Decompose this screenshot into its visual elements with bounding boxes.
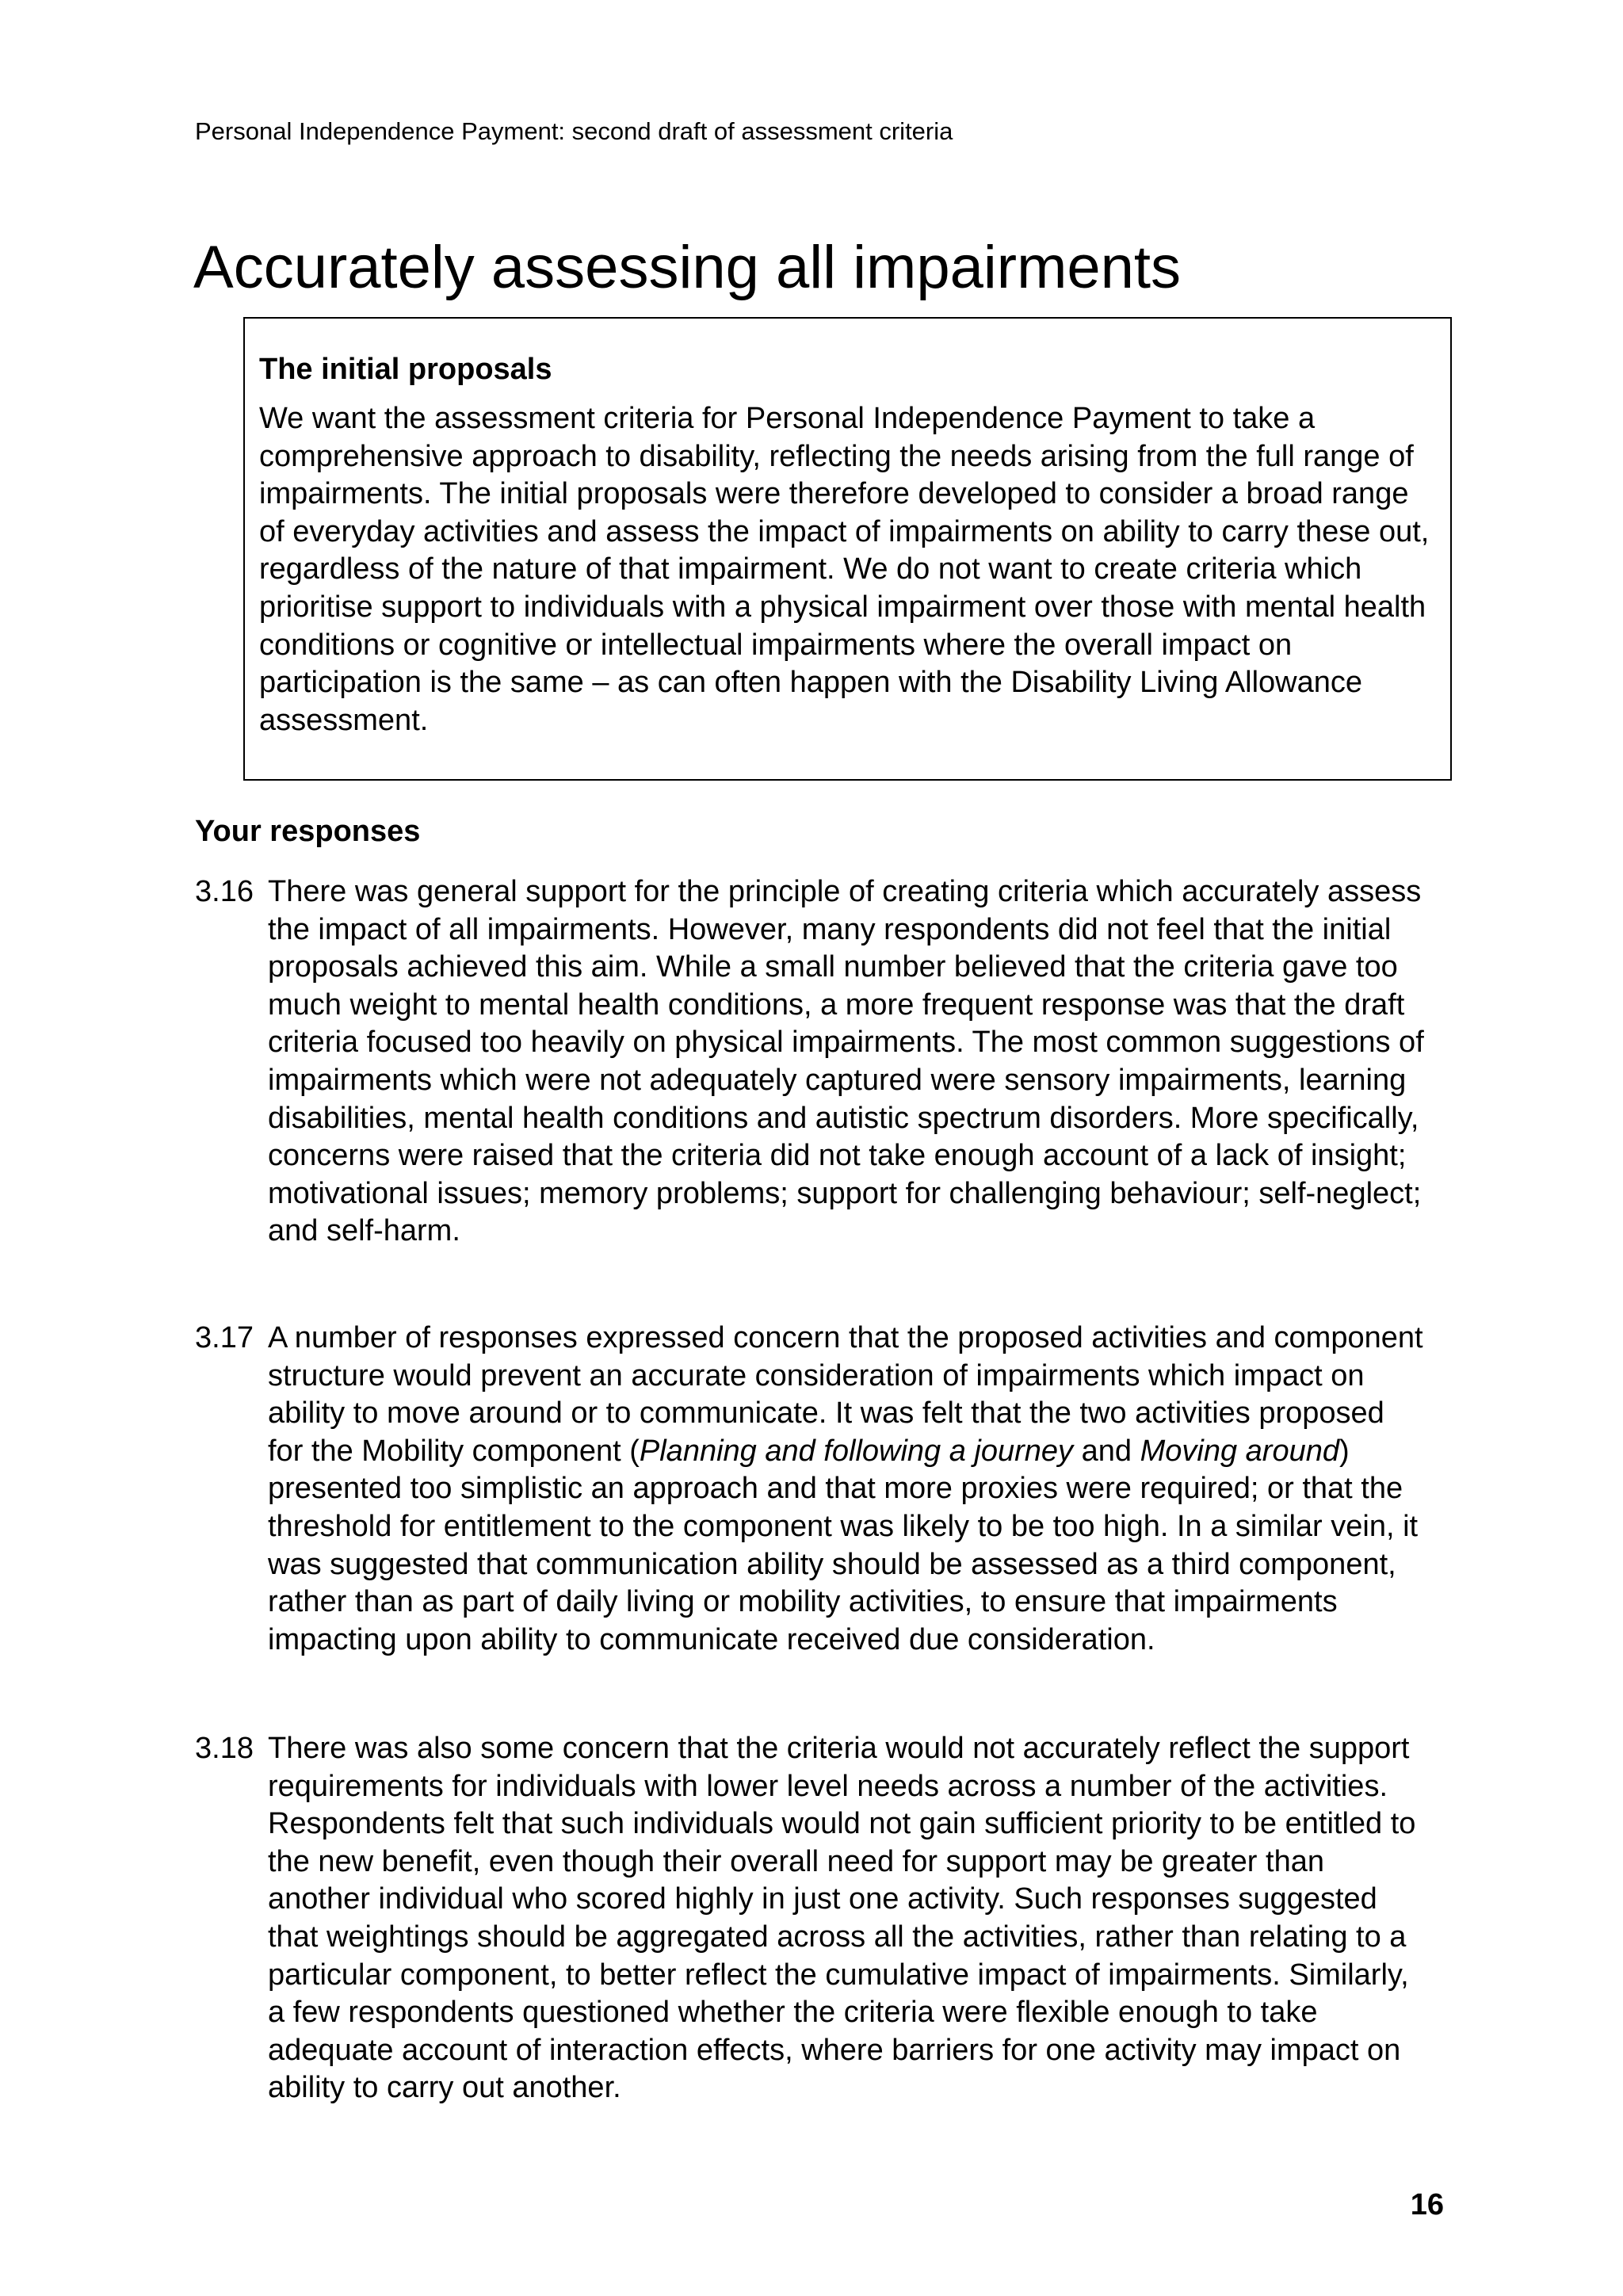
activity-name-planning: Planning and following a journey: [639, 1434, 1074, 1468]
box-body-text: We want the assessment criteria for Personal Independence Payment to take a comprehensive approach to disability, reflecting the needs arising from the full range of impairments. The initial proposals were therefore developed to consider a broad range of everyday activities and assess the impact of impairments on ability to carry these out, regardless of the nature of that impairment. We do not want to create criteria which prioritise support to individuals with a physical impairment over those with mental health conditions or cognitive or intellectual impairments where the overall impact on participation is the same – as can often happen with the Disability Living Allowance assessment.: [259, 402, 1430, 737]
box-heading: The initial proposals: [259, 353, 552, 386]
section-heading: Your responses: [195, 815, 421, 848]
paragraph-3-18: [195, 1730, 1463, 2107]
paragraph-number: 3.16: [195, 875, 254, 908]
paragraph-number: 3.18: [195, 1732, 254, 1765]
page-number: 16: [1410, 2188, 1444, 2222]
paragraph-text: There was also some concern that the criteria would not accurately reflect the support requirements for individuals with lower level needs across a number of the activities. Respondents felt that such individuals would not gain sufficient priority to be entitled to the new benefit, even though their overall need for support may be greater than another individual who scored highly in just one activity. Such responses suggested that weightings should be aggregated across all the activities, rather than relating to a particular component, to better reflect the cumulative impact of impairments. Similarly, a few respondents questioned whether the criteria were flexible enough to take adequate account of interaction effects, where barriers for one activity may impact on ability to carry out another.: [268, 1732, 1416, 2105]
text-segment: A number of responses expressed concern that the proposed activities and component structure would prevent an accurate consideration of impairments which impact on ability to move around or to communicate. It was felt that the two activities proposed for the Mobility component (: [268, 1321, 1423, 1468]
paragraph-3-16: [195, 873, 1463, 1251]
text-segment: and: [1073, 1434, 1140, 1468]
text-segment: ) presented too simplistic an approach and that more proxies were required; or that the threshold for entitlement to the component was likely to be too high. In a similar vein, it was suggested that communication ability should be assessed as a third component, rather than as part of daily living or mobility activities, to ensure that impairments impacting upon ability to communicate received due consideration.: [268, 1434, 1419, 1656]
paragraph-text: [268, 1320, 1425, 1659]
activity-name-moving: Moving around: [1140, 1434, 1339, 1468]
page-title: Accurately assessing all impairments: [193, 234, 1182, 301]
running-header: Personal Independence Payment: second draft of assessment criteria: [195, 117, 953, 145]
paragraph-3-17: [195, 1320, 1463, 1659]
paragraph-text: There was general support for the principle of creating criteria which accurately assess the impact of all impairments. However, many respondents did not feel that the initial proposals achieved this aim. While a small number believed that the criteria gave too much weight to mental health conditions, a more frequent response was that the draft criteria focused too heavily on physical impairments. The most common suggestions of impairments which were not adequately captured were sensory impairments, learning disabilities, mental health conditions and autistic spectrum disorders. More specifically, concerns were raised that the criteria did not take enough account of a lack of insight; motivational issues; memory problems; support for challenging behaviour; self-neglect; and self-harm.: [268, 875, 1424, 1248]
initial-proposals-box: [243, 317, 1452, 781]
paragraph-number: 3.17: [195, 1321, 254, 1354]
